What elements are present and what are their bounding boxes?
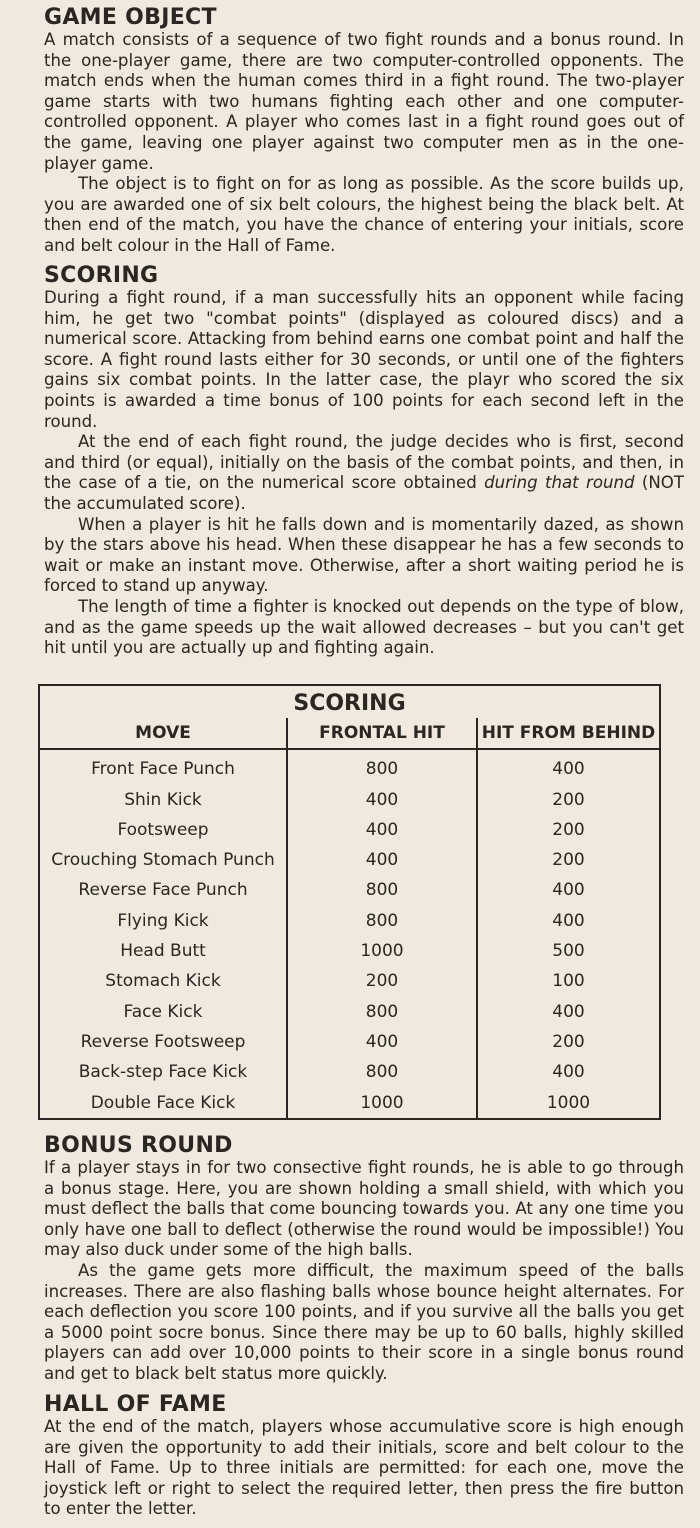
- bonus-round-heading: BONUS ROUND: [44, 1133, 233, 1158]
- frontal-hit-value: 400: [287, 845, 477, 875]
- scoring-paragraph-1: During a fight round, if a man successfully hits an opponent while facing him, he get two "combat points" (displayed as coloured discs) and a numerical score. Attacking from behind earns one combat point and half the score. A fight round lasts either for 30 seconds, or until one of the fighters gains six combat points. In the latter case, the playr who scored the six points is awarded a time bonus of 100 points for each second left in the round.: [44, 288, 684, 431]
- hit-from-behind-value: 200: [477, 1027, 660, 1057]
- table-row: [39, 997, 660, 1027]
- frontal-hit-value: 800: [287, 749, 477, 784]
- hit-from-behind-value: 400: [477, 997, 660, 1027]
- scoring-paragraph-3: When a player is hit he falls down and is momentarily dazed, as shown by the stars above his head. When these disappear he has a few seconds to wait or make an instant move. Otherwise, after a short waiting period he is forced to stand up anyway.: [44, 514, 684, 596]
- hit-from-behind-value: 200: [477, 784, 660, 814]
- frontal-hit-value: 1000: [287, 1088, 477, 1120]
- move-name: Flying Kick: [117, 910, 209, 931]
- bonus-round-paragraph-2: As the game gets more difficult, the maximum speed of the balls increases. There are also flashing balls whose bounce height alternates. For each deflection you score 100 points, and if you survive all the balls you get a 5000 point socre bonus. Since there may be up to 60 balls, highly skilled players can add over 10,000 points to their score in a single bonus round and get to black belt status more quickly.: [44, 1260, 684, 1383]
- move-name: Crouching Stomach Punch: [51, 850, 275, 871]
- scoring-heading: SCORING: [44, 263, 159, 288]
- table-row: [39, 845, 660, 875]
- move-name: Shin Kick: [124, 789, 202, 810]
- scoring-paragraph-2-emphasis: during that round: [484, 473, 635, 493]
- hall-of-fame-heading: HALL OF FAME: [44, 1392, 227, 1417]
- move-name: Double Face Kick: [90, 1092, 236, 1113]
- move-name: Front Face Punch: [91, 759, 235, 780]
- move-name: Footsweep: [117, 819, 209, 840]
- game-object-heading: GAME OBJECT: [44, 5, 217, 30]
- table-row: [39, 906, 660, 936]
- hall-of-fame-section: [44, 1393, 684, 1520]
- scoring-table: [38, 684, 661, 1120]
- hit-from-behind-value: 400: [477, 749, 660, 784]
- move-name: Head Butt: [120, 941, 206, 962]
- frontal-hit-value: 200: [287, 966, 477, 996]
- frontal-hit-value: 800: [287, 906, 477, 936]
- scoring-paragraph-2: [44, 432, 684, 514]
- column-header-hit-from-behind: HIT FROM BEHIND: [477, 718, 660, 749]
- scoring-section: [44, 264, 684, 659]
- game-object-paragraph-2: The object is to fight on for as long as possible. As the score builds up, you are awarded one of six belt colours, the highest being the black belt. At then end of the match, you have the chance of entering your initials, score and belt colour in the Hall of Fame.: [44, 174, 684, 255]
- frontal-hit-value: 400: [287, 815, 477, 845]
- move-name: Stomach Kick: [105, 971, 221, 992]
- bonus-round-section: [44, 1134, 684, 1385]
- column-header-frontal-hit: FRONTAL HIT: [287, 718, 477, 749]
- frontal-hit-value: 400: [287, 784, 477, 814]
- hit-from-behind-value: 100: [477, 966, 660, 996]
- hit-from-behind-value: 400: [477, 906, 660, 936]
- table-row: [39, 875, 660, 905]
- table-row: [39, 966, 660, 996]
- hit-from-behind-value: 1000: [477, 1088, 660, 1120]
- hall-of-fame-paragraph: At the end of the match, players whose accumulative score is high enough are given the opportunity to add their initials, score and belt colour to the Hall of Fame. Up to three initials are permitted: for each one, move the joystick left or right to select the required letter, then press the fire button to enter the letter.: [44, 1417, 684, 1519]
- move-name: Back-step Face Kick: [78, 1062, 248, 1083]
- scoring-paragraph-2-end: (NOT the accumulated score).: [44, 473, 684, 513]
- frontal-hit-value: 800: [287, 997, 477, 1027]
- frontal-hit-value: 400: [287, 1027, 477, 1057]
- move-name: Face Kick: [123, 1001, 203, 1022]
- game-object-section: [44, 6, 684, 257]
- frontal-hit-value: 800: [287, 875, 477, 905]
- table-row: [39, 936, 660, 966]
- table-row: [39, 1088, 660, 1120]
- move-name: Reverse Face Punch: [78, 880, 248, 901]
- hit-from-behind-value: 200: [477, 815, 660, 845]
- table-row: [39, 784, 660, 814]
- table-row: [39, 815, 660, 845]
- hit-from-behind-value: 500: [477, 936, 660, 966]
- hit-from-behind-value: 200: [477, 845, 660, 875]
- move-name: Reverse Footsweep: [80, 1032, 246, 1053]
- scoring-table-title: SCORING: [293, 690, 406, 716]
- table-row: [39, 1027, 660, 1057]
- scoring-paragraph-2-start: At the end of each fight round, the judge decides who is first, second and third (or equal), initially on the basis of the combat points, and then, in the case of a tie, on the numerical score obtained: [44, 432, 684, 493]
- frontal-hit-value: 800: [287, 1057, 477, 1087]
- table-row: [39, 749, 660, 784]
- table-row: [39, 1057, 660, 1087]
- hit-from-behind-value: 400: [477, 1057, 660, 1087]
- scoring-paragraph-4: The length of time a fighter is knocked out depends on the type of blow, and as the game speeds up the wait allowed decreases – but you can't get hit until you are actually up and fighting again.: [44, 596, 684, 658]
- game-object-paragraph-1: A match consists of a sequence of two fight rounds and a bonus round. In the one-player game, there are two computer-controlled opponents. The match ends when the human comes third in a fight round. The two-player game starts with two humans fighting each other and one computer-controlled opponent. A player who comes last in a fight round goes out of the game, leaving one player against two computer men as in the one-player game.: [44, 30, 684, 173]
- bonus-round-paragraph-1: If a player stays in for two consective fight rounds, he is able to go through a bonus stage. Here, you are shown holding a small shield, with which you must deflect the balls that come bouncing towards you. At any one time you only have one ball to deflect (otherwise the round would be impossible!) You may also duck under some of the high balls.: [44, 1158, 684, 1260]
- column-header-move: MOVE: [39, 718, 287, 749]
- frontal-hit-value: 1000: [287, 936, 477, 966]
- hit-from-behind-value: 400: [477, 875, 660, 905]
